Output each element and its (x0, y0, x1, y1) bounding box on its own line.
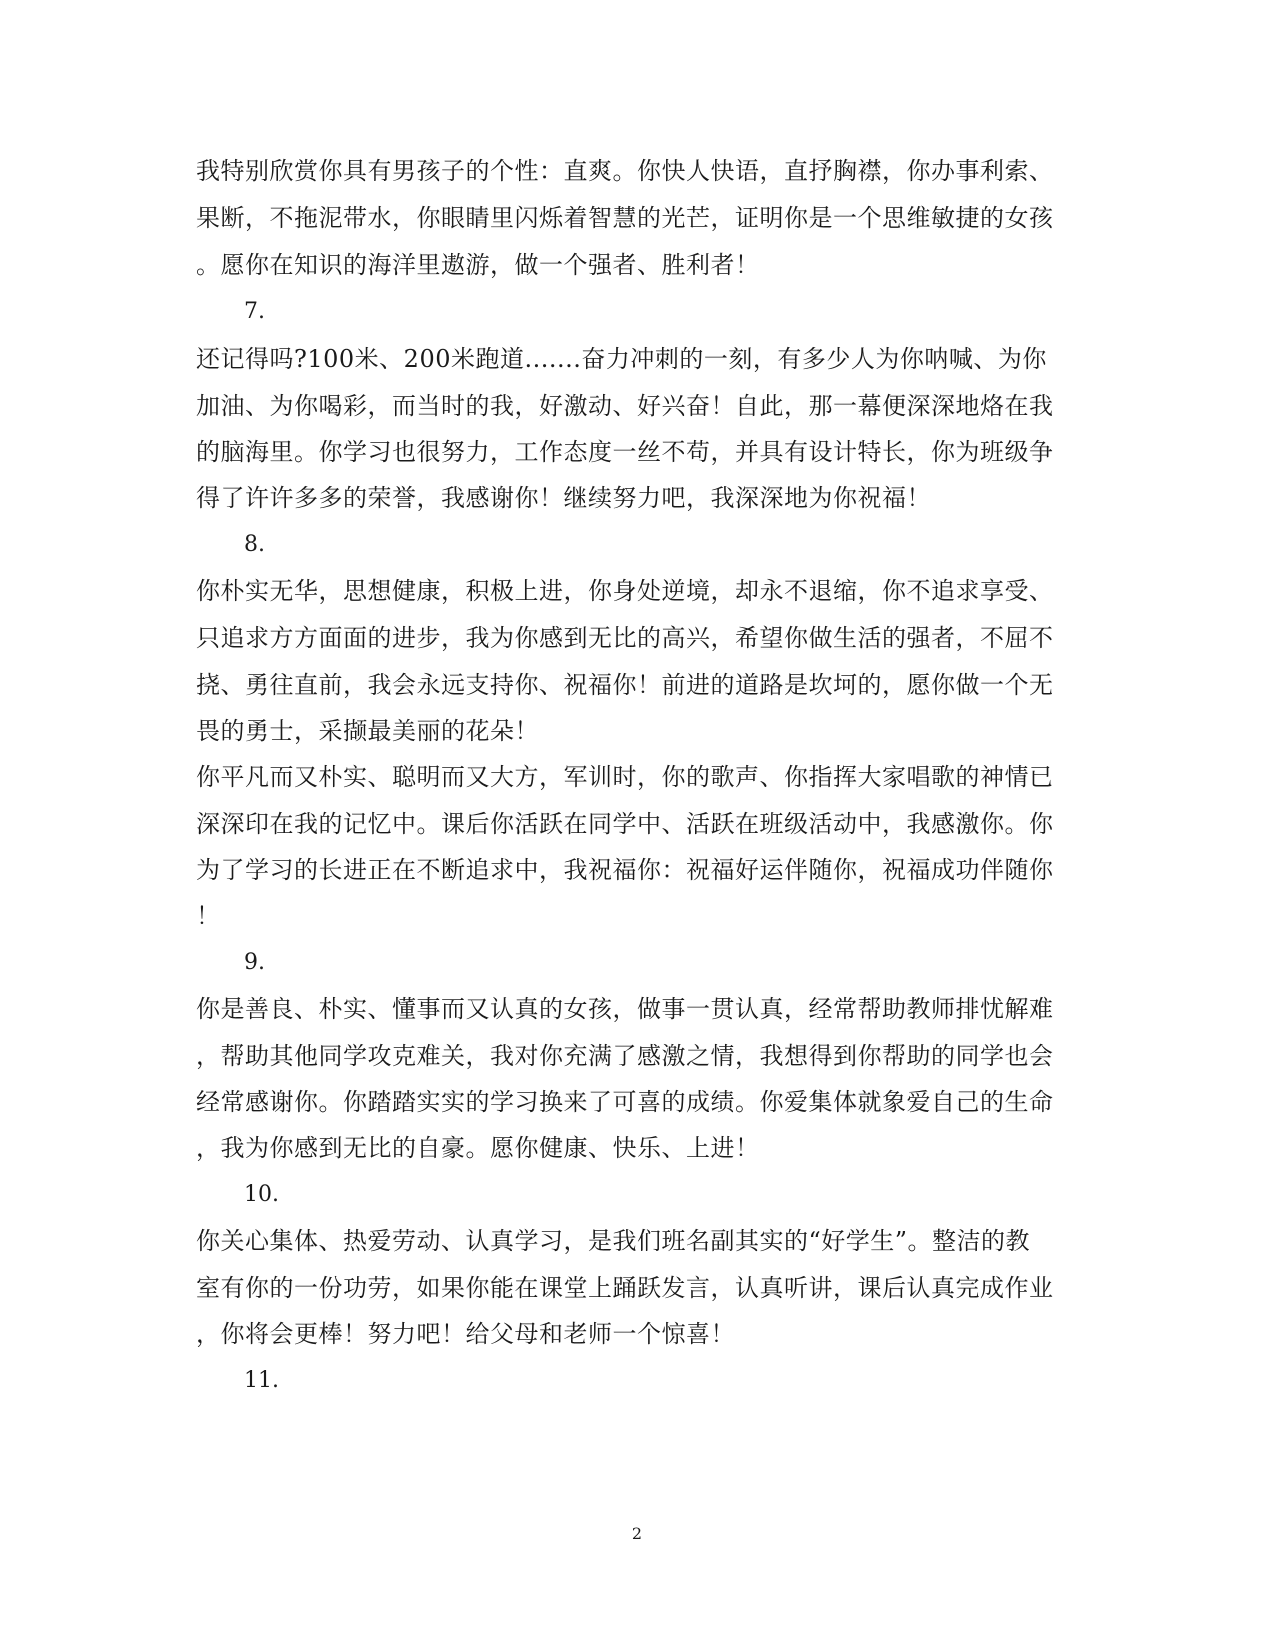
text-line: 你朴实无华，思想健康，积极上进，你身处逆境，却永不退缩，你不追求享受、 (196, 577, 1054, 605)
text-line: 的脑海里。你学习也很努力，工作态度一丝不苟，并具有设计特长，你为班级争 (196, 438, 1054, 466)
text-line: 你是善良、朴实、懂事而又认真的女孩，做事一贯认真，经常帮助教师排忧解难 (196, 995, 1054, 1023)
text-line: 经常感谢你。你踏踏实实的学习换来了可喜的成绩。你爱集体就象爱自己的生命 (196, 1088, 1054, 1116)
item-number: 8. (244, 532, 265, 557)
page-number: 2 (631, 1524, 643, 1543)
text-line: 室有你的一份功劳，如果你能在课堂上踊跃发言，认真听讲，课后认真完成作业 (196, 1274, 1054, 1302)
text-line: 我特别欣赏你具有男孩子的个性：直爽。你快人快语，直抒胸襟，你办事利索、 (196, 157, 1054, 185)
text-line: ！ (196, 902, 221, 930)
text-line: ，帮助其他同学攻克难关，我对你充满了感激之情，我想得到你帮助的同学也会 (196, 1042, 1054, 1070)
item-number: 10. (244, 1182, 279, 1207)
text-line: 得了许许多多的荣誉，我感谢你！继续努力吧，我深深地为你祝福！ (196, 484, 931, 512)
text-line: 为了学习的长进正在不断追求中，我祝福你：祝福好运伴随你，祝福成功伴随你 (196, 856, 1054, 884)
text-line: 果断，不拖泥带水，你眼睛里闪烁着智慧的光芒，证明你是一个思维敏捷的女孩 (196, 204, 1054, 232)
text-line: 挠、勇往直前，我会永远支持你、祝福你！前进的道路是坎坷的，愿你做一个无 (196, 671, 1054, 699)
item-number: 11. (244, 1368, 279, 1393)
text-line: 加油、为你喝彩，而当时的我，好激动、好兴奋！自此，那一幕便深深地烙在我 (196, 392, 1054, 420)
text-line: 深深印在我的记忆中。课后你活跃在同学中、活跃在班级活动中，我感激你。你 (196, 810, 1054, 838)
item-number: 7. (244, 299, 265, 324)
text-line: 只追求方方面面的进步，我为你感到无比的高兴，希望你做生活的强者，不屈不 (196, 624, 1054, 652)
text-line: ，我为你感到无比的自豪。愿你健康、快乐、上进！ (196, 1134, 760, 1162)
text-line: 你平凡而又朴实、聪明而又大方，军训时，你的歌声、你指挥大家唱歌的神情已 (196, 763, 1054, 791)
text-line: 还记得吗?100米、200米跑道.......奋力冲刺的一刻，有多少人为你呐喊、为你 (196, 345, 1047, 373)
text-line: 。愿你在知识的海洋里遨游，做一个强者、胜利者！ (196, 251, 760, 279)
text-line: 你关心集体、热爱劳动、认真学习，是我们班名副其实的“好学生”。整洁的教 (196, 1227, 1031, 1255)
text-line: ，你将会更棒！努力吧！给父母和老师一个惊喜！ (196, 1320, 735, 1348)
item-number: 9. (244, 950, 265, 975)
text-line: 畏的勇士，采撷最美丽的花朵！ (196, 717, 539, 745)
